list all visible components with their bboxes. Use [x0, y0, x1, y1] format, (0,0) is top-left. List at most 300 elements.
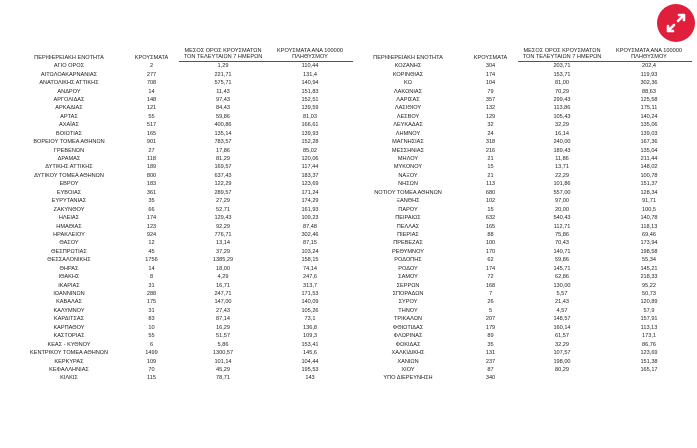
cell-cases: 121	[146, 105, 157, 112]
cell-per100k: 91,71	[642, 198, 656, 205]
cell-avg: 16,71	[216, 282, 230, 289]
cell-region: ΦΛΩΡΙΝΑΣ	[393, 333, 423, 340]
table-header	[14, 36, 353, 62]
table-row	[14, 146, 353, 154]
table-row	[353, 70, 692, 78]
cell-per100k: 145,21	[640, 265, 658, 272]
cell-per100k: 118,13	[640, 223, 658, 230]
cell-per100k: 140,94	[301, 80, 319, 87]
cell-cases: 165	[146, 130, 157, 137]
cell-avg: 59,86	[216, 113, 230, 120]
table-row	[353, 130, 692, 138]
cell-region: ΠΡΕΒΕΖΑΣ	[393, 240, 423, 247]
cell-cases: 174	[146, 215, 157, 222]
cell-region: ΣΥΡΟΥ	[398, 299, 418, 306]
cell-region: ΕΥΒΟΙΑΣ	[56, 189, 82, 196]
cell-cases: 31	[148, 282, 155, 289]
cell-avg: 11,86	[555, 156, 569, 163]
cell-avg: 52,71	[216, 206, 230, 213]
cell-cases: 183	[146, 181, 157, 188]
cell-region: ΠΕΛΛΑΣ	[396, 223, 420, 230]
cell-cases: 207	[485, 316, 496, 323]
cell-avg: 145,71	[553, 265, 571, 272]
cell-avg: 299,43	[553, 96, 571, 103]
cell-per100k: 123,69	[640, 350, 658, 357]
table-row	[14, 121, 353, 129]
table-row	[353, 273, 692, 281]
cell-avg: 129,43	[214, 215, 232, 222]
cell-per100k: 135,04	[640, 147, 658, 154]
cell-per100k: 143	[305, 375, 315, 382]
cell-avg: 11,43	[216, 88, 230, 95]
cell-cases: 632	[485, 215, 496, 222]
table-row	[353, 256, 692, 264]
cell-region: ΜΕΣΣΗΝΙΑΣ	[391, 147, 425, 154]
cell-avg: 84,43	[216, 105, 230, 112]
cell-cases: 102	[485, 198, 496, 205]
cell-cases: 168	[485, 282, 496, 289]
cell-region: ΣΠΟΡΑΔΩΝ	[392, 291, 424, 298]
cell-avg: 400,86	[214, 122, 232, 129]
cell-region: ΑΡΚΑΔΙΑΣ	[55, 105, 83, 112]
cell-avg: 289,57	[214, 189, 232, 196]
cell-cases: 174	[485, 71, 496, 78]
table-row	[353, 222, 692, 230]
cell-per100k: 140,24	[640, 113, 658, 120]
cell-region: ΝΑΞΟΥ	[398, 172, 418, 179]
cell-cases: 35	[487, 341, 494, 348]
cell-region: ΛΕΥΚΑΔΑΣ	[393, 122, 423, 129]
cell-per100k: 140,78	[640, 215, 658, 222]
cell-region: ΙΘΑΚΗΣ	[58, 274, 80, 281]
table-row	[353, 121, 692, 129]
cell-avg: 5,86	[217, 341, 229, 348]
cell-cases: 131	[485, 350, 496, 357]
cell-region: ΛΑΚΩΝΙΑΣ	[393, 88, 423, 95]
cell-avg: 5,57	[556, 291, 568, 298]
cell-region: ΞΑΝΘΗΣ	[396, 198, 420, 205]
table-row	[14, 189, 353, 197]
cell-avg: 198,00	[553, 358, 571, 365]
cell-avg: 101,14	[214, 358, 232, 365]
cell-cases: 357	[485, 96, 496, 103]
cell-avg: 148,57	[553, 316, 571, 323]
table-row	[353, 113, 692, 121]
table-row	[14, 96, 353, 104]
cell-avg: 112,71	[553, 223, 571, 230]
cell-cases: 277	[146, 71, 157, 78]
cell-region: ΚΑΡΔΙΤΣΑΣ	[53, 316, 85, 323]
cell-region: ΘΑΣΟΥ	[59, 240, 79, 247]
header-avg: ΜΕΣΟΣ ΟΡΟΣ ΚΡΟΥΣΜΑΤΩΝ ΤΟΝ ΤΕΛΕΥΤΑΙΩΝ 7 ΗΜΕΡΩΝ	[179, 48, 267, 62]
cell-cases: 24	[487, 130, 494, 137]
cell-avg: 27,43	[216, 307, 230, 314]
cell-region: ΚΑΡΠΑΘΟΥ	[53, 324, 85, 331]
cell-avg: 247,71	[214, 291, 232, 298]
table-row	[14, 87, 353, 95]
table-row	[353, 104, 692, 112]
cell-per100k: 105,26	[301, 307, 319, 314]
cell-per100k: 110,44	[301, 63, 319, 70]
cell-region: ΑΡΤΑΣ	[60, 113, 78, 120]
cell-cases: 35	[148, 198, 155, 205]
table-row	[14, 172, 353, 180]
cell-cases: 88	[487, 231, 494, 238]
cell-cases: 175	[146, 299, 157, 306]
cell-avg: 62,86	[555, 274, 569, 281]
cell-region: ΗΛΕΙΑΣ	[58, 215, 80, 222]
cell-avg: 1,29	[217, 63, 229, 70]
cell-avg: 130,00	[553, 282, 571, 289]
cell-avg: 1385,29	[212, 257, 234, 264]
cell-cases: 304	[485, 63, 496, 70]
cell-avg: 45,29	[216, 366, 230, 373]
cell-cases: 55	[148, 333, 155, 340]
cell-per100k: 171,53	[301, 291, 319, 298]
table-row	[14, 180, 353, 188]
cell-avg: 147,00	[214, 299, 232, 306]
header-cases: ΚΡΟΥΣΜΑΤΑ	[473, 55, 508, 62]
cell-region: ΣΕΡΡΩΝ	[396, 282, 420, 289]
table-row	[353, 138, 692, 146]
cell-cases: 800	[146, 172, 157, 179]
cell-region: ΧΑΛΚΙΔΙΚΗΣ	[391, 350, 425, 357]
cell-region: ΤΗΝΟΥ	[398, 307, 418, 314]
cell-region: ΝΗΣΩΝ	[398, 181, 418, 188]
table-row	[353, 349, 692, 357]
cell-cases: 100	[485, 240, 496, 247]
cell-per100k: 109,3	[303, 333, 317, 340]
cell-cases: 83	[148, 316, 155, 323]
table-row	[14, 104, 353, 112]
cell-cases: 129	[485, 113, 496, 120]
table-row	[14, 231, 353, 239]
cell-region: ΖΑΚΥΝΘΟΥ	[53, 206, 85, 213]
cell-cases: 148	[146, 96, 157, 103]
cell-per100k: 104,44	[301, 358, 319, 365]
table-row	[353, 248, 692, 256]
cell-avg: 87,14	[216, 316, 230, 323]
table-row	[14, 138, 353, 146]
cell-per100k: 139,03	[640, 130, 658, 137]
table-row	[14, 290, 353, 298]
cell-cases: 2	[149, 63, 154, 70]
cell-cases: 8	[149, 274, 154, 281]
cell-avg: 540,43	[553, 215, 571, 222]
table-row	[14, 62, 353, 70]
table-row	[14, 70, 353, 78]
cell-region: ΜΑΓΝΗΣΙΑΣ	[392, 139, 424, 146]
cell-cases: 340	[485, 375, 496, 382]
cell-region: ΠΕΙΡΑΙΩΣ	[395, 215, 421, 222]
table-row	[353, 180, 692, 188]
cell-region: ΛΗΜΝΟΥ	[395, 130, 421, 137]
cell-region: ΑΧΑΪΑΣ	[59, 122, 79, 129]
cell-cases: 1499	[145, 350, 158, 357]
cell-per100k: 113,13	[640, 324, 658, 331]
cell-region: ΚΙΛΚΙΣ	[60, 375, 78, 382]
table-row	[14, 340, 353, 348]
cell-region: ΤΡΙΚΑΛΩΝ	[393, 316, 423, 323]
cell-cases: 12	[148, 240, 155, 247]
table-row	[353, 214, 692, 222]
table-left-half	[14, 36, 353, 383]
table-body-right	[353, 62, 692, 383]
cell-avg: 22,29	[555, 172, 569, 179]
cell-region: ΡΕΘΥΜΝΟΥ	[392, 248, 424, 255]
cell-region: ΦΘΙΩΤΙΔΑΣ	[392, 324, 424, 331]
cell-per100k: 302,36	[640, 80, 658, 87]
cell-cases: 189	[146, 164, 157, 171]
cell-per100k: 161,93	[301, 206, 319, 213]
cell-per100k: 145,6	[303, 350, 317, 357]
cell-region: ΔΥΤΙΚΗΣ ΑΤΤΙΚΗΣ	[45, 164, 93, 171]
cell-per100k: 69,46	[642, 231, 656, 238]
cell-avg: 92,29	[216, 223, 230, 230]
cell-region: ΥΠΟ ΔΙΕΡΕΥΝΗΣΗ	[383, 375, 433, 382]
cell-per100k: 88,63	[642, 88, 656, 95]
cell-per100k: 86,76	[642, 341, 656, 348]
cell-region: ΚΑΣΤΟΡΙΑΣ	[53, 333, 85, 340]
table-row	[14, 349, 353, 357]
table-row	[353, 290, 692, 298]
cell-region: ΗΜΑΘΙΑΣ	[56, 223, 82, 230]
cell-avg: 27,29	[216, 198, 230, 205]
cell-per100k: 120,06	[301, 156, 319, 163]
table-row	[353, 146, 692, 154]
cell-per100k: 87,15	[303, 240, 317, 247]
cell-cases: 113	[486, 181, 495, 188]
cell-avg: 17,86	[216, 147, 230, 154]
cell-region: ΠΙΕΡΙΑΣ	[397, 231, 419, 238]
cell-region: ΝΟΤΙΟΥ ΤΟΜΕΑ ΑΘΗΝΩΝ	[374, 189, 442, 196]
cell-region: ΜΗΛΟΥ	[397, 156, 419, 163]
cell-per100k: 100,5	[642, 206, 656, 213]
cell-cases: 680	[485, 189, 496, 196]
cell-cases: 174	[485, 265, 496, 272]
cell-region: ΚΕΝΤΡΙΚΟΥ ΤΟΜΕΑ ΑΘΗΝΩΝ	[29, 350, 108, 357]
cell-avg: 203,71	[553, 63, 571, 70]
table-row	[14, 366, 353, 374]
cell-per100k: 81,03	[303, 113, 317, 120]
cell-avg: 169,57	[214, 164, 232, 171]
cell-per100k: 55,34	[642, 257, 656, 264]
cell-region: ΧΑΝΙΩΝ	[397, 358, 419, 365]
table-row	[353, 172, 692, 180]
cell-region: ΚΑΒΑΛΑΣ	[56, 299, 82, 306]
cell-per100k: 152,28	[301, 139, 319, 146]
cell-region: ΕΥΡΥΤΑΝΙΑΣ	[51, 198, 87, 205]
cell-region: ΧΙΟΥ	[401, 366, 415, 373]
cell-avg: 20,00	[555, 206, 569, 213]
cell-region: ΙΚΑΡΙΑΣ	[58, 282, 80, 289]
cell-cases: 132	[485, 105, 496, 112]
cell-cases: 21	[487, 172, 494, 179]
cell-per100k: 195,53	[301, 366, 319, 373]
cell-avg: 97,00	[555, 198, 569, 205]
cell-per100k: 85,02	[303, 147, 317, 154]
cell-region: ΘΗΡΑΣ	[59, 265, 79, 272]
cell-region: ΚΑΛΥΜΝΟΥ	[53, 307, 85, 314]
cell-avg: 80,29	[555, 366, 569, 373]
cell-region: ΚΟΖΑΝΗΣ	[394, 63, 422, 70]
cell-cases: 45	[148, 248, 155, 255]
cell-avg: 135,14	[214, 130, 232, 137]
cell-region: ΦΩΚΙΔΑΣ	[395, 341, 421, 348]
cell-cases: 70	[148, 366, 155, 373]
table-row	[353, 307, 692, 315]
table-row	[14, 79, 353, 87]
cell-avg: 105,43	[553, 113, 571, 120]
cell-per100k: 198,58	[640, 248, 658, 255]
cell-per100k: 73,1	[304, 316, 316, 323]
cell-per100k: 109,23	[301, 215, 319, 222]
cell-region: ΚΟΡΙΝΘΙΑΣ	[392, 71, 424, 78]
cell-avg: 637,43	[214, 172, 232, 179]
cell-avg: 557,00	[553, 189, 571, 196]
cell-per100k: 175,11	[640, 105, 658, 112]
cell-cases: 7	[488, 291, 493, 298]
table-row	[353, 265, 692, 273]
cell-cases: 118	[147, 156, 156, 163]
covid-cases-table	[14, 36, 692, 383]
cell-avg: 153,71	[553, 71, 571, 78]
cell-avg: 113,86	[553, 105, 571, 112]
cell-region: ΙΩΑΝΝΙΝΩΝ	[53, 291, 85, 298]
cell-cases: 89	[487, 333, 494, 340]
cell-avg: 140,71	[553, 248, 571, 255]
cell-per100k: 153,41	[301, 341, 319, 348]
cell-region: ΚΩ	[404, 80, 412, 87]
cell-cases: 66	[148, 206, 155, 213]
cell-avg: 4,57	[556, 307, 568, 314]
cell-per100k: 140,09	[301, 299, 319, 306]
cell-per100k: 151,37	[640, 181, 658, 188]
cell-cases: 10	[148, 324, 155, 331]
cell-avg: 189,43	[553, 147, 571, 154]
table-row	[14, 324, 353, 332]
cell-avg: 221,71	[214, 71, 232, 78]
cell-avg: 37,29	[216, 248, 230, 255]
cell-avg: 4,29	[217, 274, 229, 281]
cell-cases: 165	[485, 223, 496, 230]
cell-region: ΑΓΙΟ ΟΡΟΣ	[53, 63, 85, 70]
cell-per100k: 313,7	[303, 282, 317, 289]
table-row	[14, 113, 353, 121]
table-row	[14, 239, 353, 247]
cell-avg: 32,29	[555, 122, 569, 129]
cell-avg: 75,86	[555, 231, 569, 238]
cell-cases: 79	[487, 88, 494, 95]
cell-per100k: 136,8	[303, 324, 317, 331]
table-row	[14, 273, 353, 281]
cell-region: ΚΕΦΑΛΛΗΝΙΑΣ	[49, 366, 89, 373]
table-header	[353, 36, 692, 62]
cell-avg: 61,57	[555, 333, 569, 340]
cell-per100k: 183,37	[301, 172, 319, 179]
cell-cases: 72	[487, 274, 494, 281]
cell-avg: 59,86	[555, 257, 569, 264]
cell-per100k: 119,93	[640, 71, 658, 78]
cell-region: ΛΑΡΙΣΑΣ	[396, 96, 420, 103]
cell-per100k: 151,38	[640, 358, 658, 365]
cell-cases: 123	[146, 223, 157, 230]
cell-region: ΚΕΑΣ - ΚΥΘΝΟΥ	[47, 341, 91, 348]
cell-per100k: 139,59	[301, 105, 319, 112]
cell-avg: 21,43	[555, 299, 569, 306]
cell-per100k: 174,29	[301, 198, 319, 205]
table-row	[14, 332, 353, 340]
cell-per100k: 57,9	[643, 307, 655, 314]
table-row	[353, 79, 692, 87]
cell-cases: 708	[146, 80, 157, 87]
header-avg: ΜΕΣΟΣ ΟΡΟΣ ΚΡΟΥΣΜΑΤΩΝ ΤΟΝ ΤΕΛΕΥΤΑΙΩΝ 7 ΗΜΕΡΩΝ	[518, 48, 606, 62]
table-row	[353, 281, 692, 289]
cell-avg: 160,14	[553, 324, 571, 331]
cell-per100k: 131,4	[303, 71, 317, 78]
table-body-left	[14, 62, 353, 383]
cell-region: ΡΟΔΟΥ	[398, 265, 418, 272]
table-row	[353, 62, 692, 70]
cell-cases: 1756	[145, 257, 158, 264]
cell-per100k: 218,33	[640, 274, 658, 281]
table-row	[14, 374, 353, 382]
cell-region: ΑΝΑΤΟΛΙΚΗΣ ΑΤΤΙΚΗΣ	[39, 80, 99, 87]
table-row	[353, 239, 692, 247]
cell-cases: 6	[149, 341, 154, 348]
table-row	[353, 340, 692, 348]
cell-avg: 81,00	[555, 80, 569, 87]
cell-avg: 51,57	[216, 333, 230, 340]
cell-cases: 924	[146, 231, 157, 238]
cell-per100k: 211,44	[640, 156, 658, 163]
header-region: ΠΕΡΙΦΕΡΕΙΑΚΗ ΕΝΟΤΗΤΑ	[34, 55, 104, 62]
cell-avg: 32,29	[555, 341, 569, 348]
table-row	[353, 96, 692, 104]
cell-region: ΒΟΙΩΤΙΑΣ	[56, 130, 82, 137]
cell-region: ΘΕΣΠΡΩΤΙΑΣ	[51, 248, 87, 255]
cell-per100k: 152,51	[301, 96, 319, 103]
cell-cases: 237	[485, 358, 496, 365]
header-per100k: ΚΡΟΥΣΜΑΤΑ ΑΝΑ 100000 ΠΛΗΘΥΣΜΟΥ	[267, 48, 353, 62]
table-row	[14, 205, 353, 213]
table-row	[353, 197, 692, 205]
header-region: ΠΕΡΙΦΕΡΕΙΑΚΗ ΕΝΟΤΗΤΑ	[373, 55, 443, 62]
cell-region: ΗΡΑΚΛΕΙΟΥ	[53, 231, 85, 238]
cell-per100k: 50,73	[642, 291, 656, 298]
table-row	[353, 155, 692, 163]
cell-cases: 901	[146, 139, 157, 146]
expand-arrows-icon	[664, 11, 688, 35]
cell-region: ΘΕΣΣΑΛΟΝΙΚΗΣ	[47, 257, 91, 264]
cell-cases: 170	[485, 248, 496, 255]
table-row	[14, 265, 353, 273]
table-row	[14, 357, 353, 365]
cell-per100k: 123,69	[301, 181, 319, 188]
cell-avg: 101,86	[553, 181, 571, 188]
cell-cases: 26	[487, 299, 494, 306]
cell-cases: 318	[485, 139, 496, 146]
cell-region: ΑΝΔΡΟΥ	[57, 88, 81, 95]
cell-avg: 240,00	[553, 139, 571, 146]
cell-cases: 15	[487, 206, 494, 213]
table-row	[14, 256, 353, 264]
cell-cases: 31	[148, 307, 155, 314]
cell-per100k: 120,89	[640, 299, 658, 306]
table-row	[353, 332, 692, 340]
cell-avg: 18,00	[216, 265, 230, 272]
table-right-half	[353, 36, 692, 383]
